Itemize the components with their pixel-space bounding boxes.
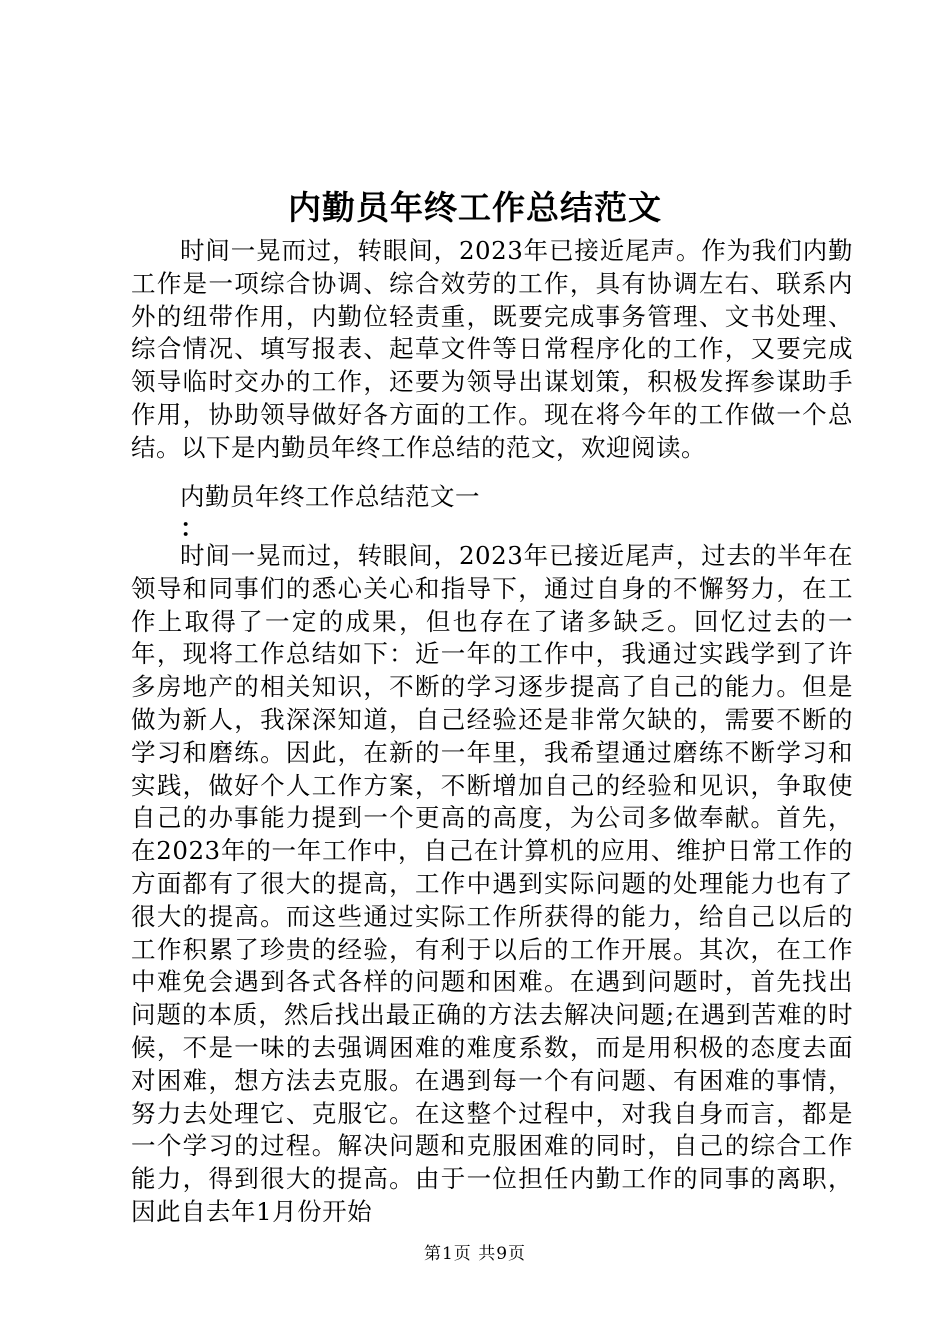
intro-paragraph: 时间一晃而过，转眼间，2023年已接近尾声。作为我们内勤工作是一项综合协调、综合效劳的工作，具有协调左右、联系内外的纽带作用，内勤位轻责重，既要完成事务管理、文书处理、综合情况、填写报表、起草文件等日常程序化的工作，又要完成领导临时交办的工作，还要为领导出谋划策，积极发挥参谋助手作用，协助领导做好各方面的工作。现在将今年的工作做一个总结。以下是内勤员年终工作总结的范文，欢迎阅读。 [131,236,853,462]
page-footer: 第1页 共9页 [423,1244,527,1264]
section-colon: ： [180,513,205,542]
main-paragraph: 时间一晃而过，转眼间，2023年已接近尾声，过去的半年在领导和同事们的悉心关心和指导下，通过自身的不懈努力，在工作上取得了一定的成果，但也存在了诸多缺乏。回忆过去的一年，现将工作总结如下：近一年的工作中，我通过实践学到了许多房地产的相关知识，不断的学习逐步提高了自己的能力。但是做为新人，我深深知道，自己经验还是非常欠缺的，需要不断的学习和磨练。因此，在新的一年里，我希望通过磨练不断学习和实践，做好个人工作方案，不断增加自己的经验和见识，争取使自己的办事能力提到一个更高的高度，为公司多做奉献。首先，在2023年的一年工作中，自己在计算机的应用、维护日常工作的方面都有了很大的提高，工作中遇到实际问题的处理能力也有了很大的提高。而这些通过实际工作所获得的能力，给自己以后的工作积累了珍贵的经验，有利于以后的工作开展。其次，在工作中难免会遇到各式各样的问题和困难。在遇到问题时，首先找出问题的本质，然后找出最正确的方法去解决问题;在遇到苦难的时候，不是一味的去强调困难的难度系数，而是用积极的态度去面对困难，想方法去克服。在遇到每一个有问题、有困难的事情，努力去处理它、克服它。在这整个过程中，对我自身而言，都是一个学习的过程。解决问题和克服困难的同时，自己的综合工作能力，得到很大的提高。由于一位担任内勤工作的同事的离职，因此自去年1月份开始 [131,541,853,1226]
document-title: 内勤员年终工作总结范文 [288,188,662,227]
section-heading: 内勤员年终工作总结范文一 [180,482,480,511]
